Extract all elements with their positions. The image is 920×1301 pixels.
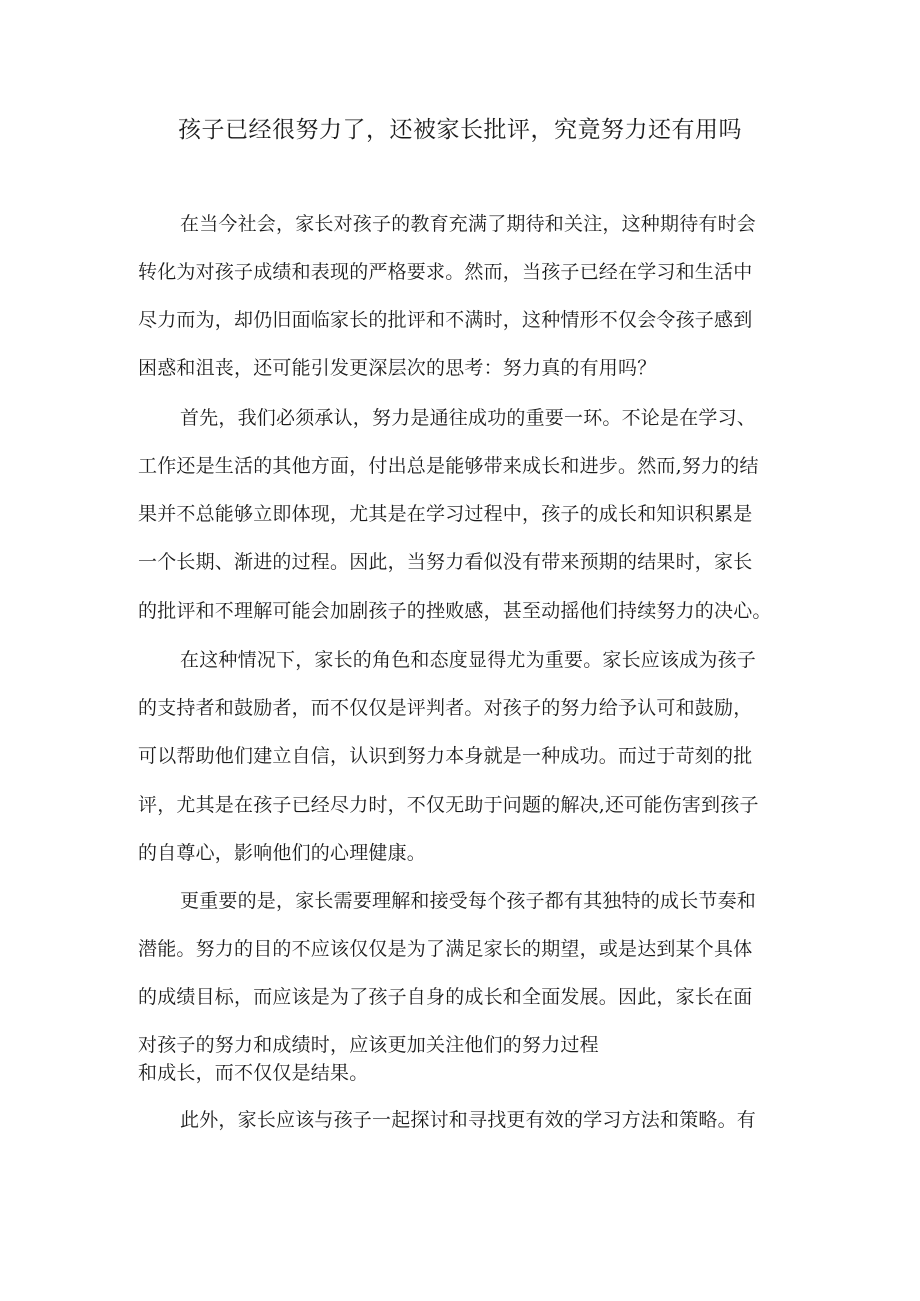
text-line: 的自尊心，影响他们的心理健康。 [138, 842, 427, 864]
text-line: 在当今社会，家长对孩子的教育充满了期待和关注，这种期待有时会 [180, 213, 757, 235]
text-line: 潜能。努力的目的不应该仅仅是为了满足家长的期望，或是达到某个具体 [138, 938, 753, 960]
text-line: 的支持者和鼓励者，而不仅仅是评判者。对孩子的努力给予认可和鼓励， [138, 697, 753, 719]
text-line: 困惑和沮丧，还可能引发更深层次的思考：努力真的有用吗？ [138, 357, 657, 379]
page-title: 孩子已经很努力了，还被家长批评，究竟努力还有用吗 [178, 117, 742, 143]
text-line: 评，尤其是在孩子已经尽力时，不仅无助于问题的解决,还可能伤害到孩子 [138, 794, 759, 816]
text-line: 此外，家长应该与孩子一起探讨和寻找更有效的学习方法和策略。有 [180, 1109, 757, 1131]
text-line: 首先，我们必须承认，努力是通往成功的重要一环。不论是在学习、 [180, 407, 757, 429]
text-line: 一个长期、渐进的过程。因此，当努力看似没有带来预期的结果时，家长 [138, 551, 753, 573]
text-line: 果并不总能够立即体现，尤其是在学习过程中，孩子的成长和知识积累是 [138, 503, 753, 525]
text-line: 和成长，而不仅仅是结果。 [138, 1062, 369, 1084]
text-line: 的批评和不理解可能会加剧孩子的挫败感，甚至动摇他们持续努力的决心。 [138, 600, 772, 622]
text-line: 更重要的是，家长需要理解和接受每个孩子都有其独特的成长节奏和 [180, 890, 757, 912]
text-line: 工作还是生活的其他方面，付出总是能够带来成长和进步。然而,努力的结 [138, 455, 759, 477]
text-line: 可以帮助他们建立自信，认识到努力本身就是一种成功。而过于苛刻的批 [138, 745, 753, 767]
text-line: 转化为对孩子成绩和表现的严格要求。然而，当孩子已经在学习和生活中 [138, 261, 753, 283]
text-line: 在这种情况下，家长的角色和态度显得尤为重要。家长应该成为孩子 [180, 649, 757, 671]
text-line: 尽力而为，却仍旧面临家长的批评和不满时，这种情形不仅会令孩子感到 [138, 309, 753, 331]
text-line: 对孩子的努力和成绩时，应该更加关注他们的努力过程 [138, 1034, 599, 1056]
text-line: 的成绩目标，而应该是为了孩子自身的成长和全面发展。因此，家长在面 [138, 986, 753, 1008]
